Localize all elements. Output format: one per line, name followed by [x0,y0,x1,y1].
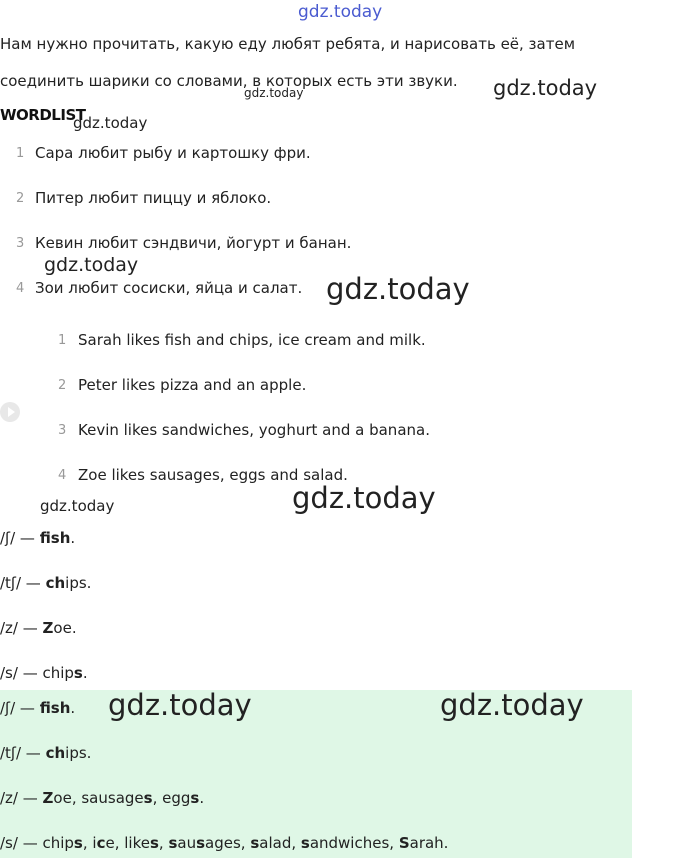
word-text: ages, [205,834,251,852]
highlighted-letters: ch [45,744,66,762]
word-text: . [70,699,76,717]
highlighted-letters: s [73,664,83,682]
sound-symbol: /ʃ/ — [0,529,40,547]
word-text: oe, sausage [53,789,144,807]
play-audio-icon[interactable] [0,402,20,422]
watermark: gdz.today [244,86,304,100]
sound-line [0,789,204,807]
highlighted-letters: Z [42,619,54,637]
highlighted-letters: s [149,834,159,852]
sound-symbol: /tʃ/ — [0,574,46,592]
highlighted-letters: s [300,834,310,852]
list-item-number: 2 [16,191,25,206]
sound-line [0,664,88,682]
list-item: Sarah likes fish and chips, ice cream and milk. [78,331,426,349]
sound-symbol: /z/ — [0,619,43,637]
sound-symbol: /s/ — [0,664,43,682]
word-text: . [82,664,88,682]
list-item-number: 3 [58,423,67,438]
list-item-number: 2 [58,378,67,393]
highlighted-letters: s [196,834,206,852]
highlighted-letters: s [143,789,153,807]
highlighted-letters: fish [39,529,71,547]
watermark: gdz.today [40,497,115,515]
watermark: gdz.today [326,272,470,306]
sound-line [0,529,75,547]
watermark: gdz.today [493,76,598,100]
watermark: gdz.today [44,254,139,276]
intro-text-line-1: Нам нужно прочитать, какую еду любят ребята, и нарисовать её, затем [0,35,576,53]
intro-text-line-2: соединить шарики со словами, в которых есть эти звуки. [0,72,458,90]
word-text: ips. [65,744,92,762]
sound-line [0,744,91,762]
sound-symbol: /tʃ/ — [0,744,46,762]
list-item: Сара любит рыбу и картошку фри. [35,144,311,162]
word-text: au [177,834,197,852]
word-text: e, like [105,834,150,852]
watermark: gdz.today [292,481,436,515]
word-text: , [158,834,169,852]
highlighted-letters: c [96,834,106,852]
list-item: Peter likes pizza and an apple. [78,376,307,394]
sound-line [0,834,448,852]
sound-symbol: /s/ — [0,834,43,852]
highlighted-letters: s [73,834,83,852]
word-text: . [199,789,205,807]
list-item: Зои любит сосиски, яйца и салат. [35,279,303,297]
word-text: alad, [259,834,301,852]
sound-line [0,699,75,717]
watermark: gdz.today [298,2,383,22]
list-item-number: 1 [58,333,67,348]
word-text: . [70,529,76,547]
list-item-number: 4 [58,468,67,483]
list-item-number: 4 [16,281,25,296]
word-text: , egg [152,789,191,807]
highlighted-letters: s [168,834,178,852]
word-text: ips. [65,574,92,592]
wordlist-heading: WORDLIST [0,106,86,124]
sound-symbol: /ʃ/ — [0,699,40,717]
highlighted-letters: S [398,834,410,852]
watermark: gdz.today [440,688,584,722]
highlighted-letters: s [190,789,200,807]
word-text: , i [82,834,97,852]
highlighted-letters: Z [42,789,54,807]
watermark: gdz.today [73,114,148,132]
word-text: andwiches, [309,834,399,852]
word-text: chip [42,834,74,852]
sound-symbol: /z/ — [0,789,43,807]
highlighted-letters: fish [39,699,71,717]
list-item-number: 3 [16,236,25,251]
list-item: Кевин любит сэндвичи, йогурт и банан. [35,234,352,252]
word-text: chip [42,664,74,682]
highlighted-letters: ch [45,574,66,592]
watermark: gdz.today [108,688,252,722]
list-item: Питер любит пиццу и яблоко. [35,189,272,207]
word-text: arah. [409,834,449,852]
highlighted-letters: s [250,834,260,852]
sound-line [0,574,91,592]
word-text: oe. [53,619,77,637]
list-item: Kevin likes sandwiches, yoghurt and a banana. [78,421,430,439]
sound-line [0,619,77,637]
list-item-number: 1 [16,146,25,161]
list-item: Zoe likes sausages, eggs and salad. [78,466,348,484]
